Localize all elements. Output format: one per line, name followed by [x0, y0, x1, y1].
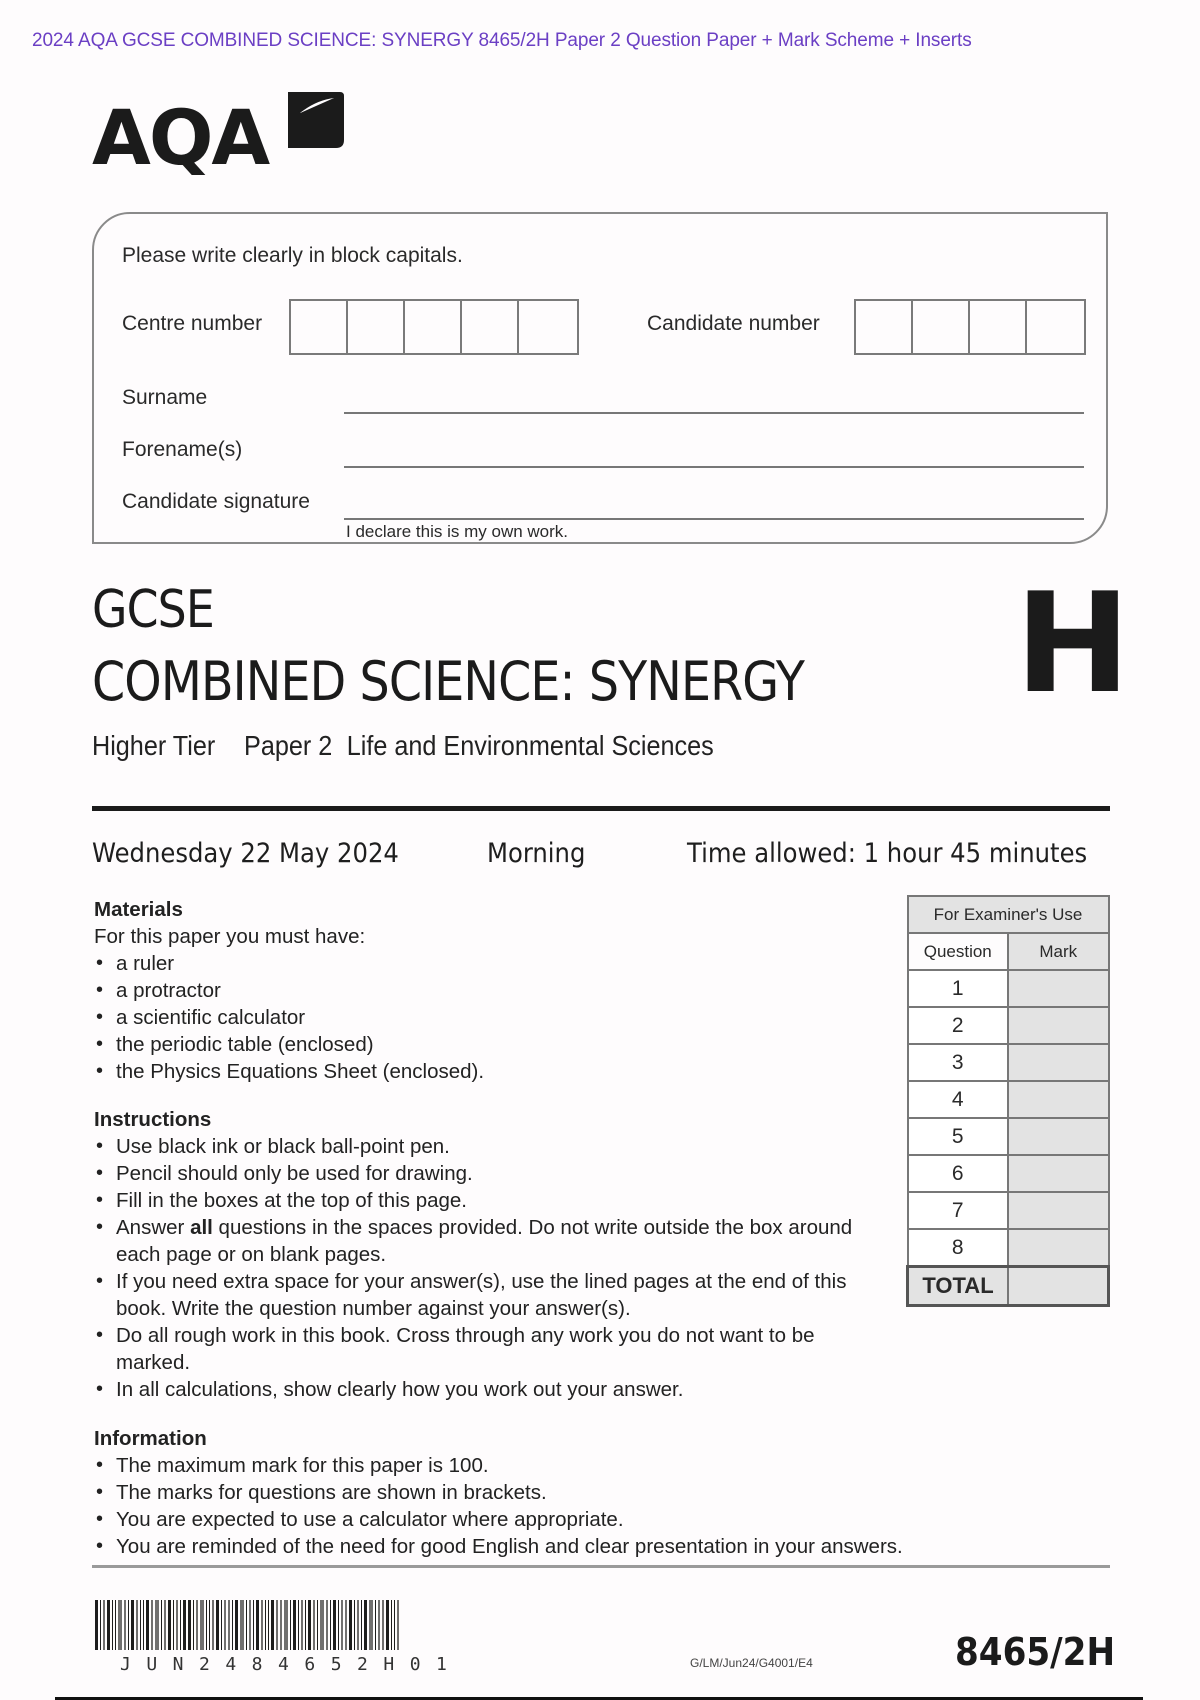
candidate-number-label: Candidate number — [647, 312, 820, 335]
instruction-text: questions in the spaces provided. Do not write outside the box around each page or on blank pages. — [116, 1216, 853, 1266]
instructions-heading: Instructions — [94, 1108, 212, 1131]
information-heading: Information — [94, 1427, 207, 1450]
candidate-number-input[interactable] — [854, 299, 1086, 355]
mark-cell — [1008, 1155, 1109, 1192]
mark-cell — [1008, 1192, 1109, 1229]
exam-session: Morning — [487, 838, 586, 869]
materials-item: • the Physics Equations Sheet (enclosed). — [94, 1058, 854, 1085]
table-row — [908, 1118, 1109, 1155]
mark-cell — [1008, 1007, 1109, 1044]
table-row — [908, 1192, 1109, 1229]
column-mark-header: Mark — [1008, 933, 1109, 970]
question-number: 6 — [908, 1155, 1009, 1192]
instructions-section — [94, 1106, 884, 1403]
information-item: • You are expected to use a calculator where appropriate. — [94, 1506, 1104, 1533]
barcode-icon — [95, 1600, 505, 1650]
paper-number: Paper 2 — [244, 730, 333, 761]
instruction-item: • Fill in the boxes at the top of this page. — [94, 1187, 884, 1214]
paper-name: Life and Environmental Sciences — [346, 730, 714, 761]
table-row — [908, 970, 1109, 1007]
centre-number-box[interactable] — [519, 301, 576, 353]
information-section — [94, 1425, 1104, 1560]
question-number: 7 — [908, 1192, 1009, 1229]
mark-cell — [1008, 970, 1109, 1007]
total-row — [908, 1267, 1109, 1306]
tier-badge: H — [1015, 563, 1131, 724]
paper-subtitle — [92, 730, 714, 762]
information-item: • You are reminded of the need for good English and clear presentation in your answers. — [94, 1533, 1104, 1560]
exam-date: Wednesday 22 May 2024 — [92, 838, 399, 869]
centre-number-box[interactable] — [462, 301, 519, 353]
mark-cell — [1008, 1044, 1109, 1081]
table-row — [908, 1155, 1109, 1192]
centre-number-box[interactable] — [348, 301, 405, 353]
instruction-item: • Pencil should only be used for drawing. — [94, 1160, 884, 1187]
paper-code: 8465/2H — [955, 1630, 1116, 1674]
information-item: • The maximum mark for this paper is 100. — [94, 1452, 1104, 1479]
reference-code: G/LM/Jun24/G4001/E4 — [690, 1656, 813, 1670]
surname-label: Surname — [122, 386, 208, 409]
materials-item: • the periodic table (enclosed) — [94, 1031, 854, 1058]
centre-number-box[interactable] — [291, 301, 348, 353]
surname-field[interactable] — [344, 412, 1084, 414]
instruction-item: • If you need extra space for your answer(s), use the lined pages at the end of this book. Write the question number against your answer(s). — [94, 1268, 884, 1322]
materials-item: • a protractor — [94, 977, 854, 1004]
document-title: 2024 AQA GCSE COMBINED SCIENCE: SYNERGY 8465/2H Paper 2 Question Paper + Mark Scheme + Inserts — [32, 30, 972, 51]
question-number: 3 — [908, 1044, 1009, 1081]
aqa-logo — [92, 92, 357, 184]
mark-cell — [1008, 1229, 1109, 1267]
mark-cell — [1008, 1081, 1109, 1118]
instruction-text: Answer — [116, 1216, 191, 1239]
instruction-emphasis: all — [190, 1216, 213, 1239]
candidate-number-box[interactable] — [1027, 301, 1084, 353]
tier-label: Higher Tier — [92, 730, 216, 761]
candidate-number-box[interactable] — [913, 301, 970, 353]
total-label: TOTAL — [908, 1267, 1009, 1306]
total-mark-cell — [1008, 1267, 1109, 1306]
table-row — [908, 1081, 1109, 1118]
centre-number-input[interactable] — [289, 299, 579, 355]
declaration-text: I declare this is my own work. — [346, 522, 569, 541]
aqa-leaf-mark-icon — [284, 92, 344, 148]
materials-section — [94, 896, 854, 1085]
signature-field[interactable] — [344, 518, 1084, 520]
materials-item: • a scientific calculator — [94, 1004, 854, 1031]
question-number: 1 — [908, 970, 1009, 1007]
question-number: 5 — [908, 1118, 1009, 1155]
centre-number-box[interactable] — [405, 301, 462, 353]
time-allowed: Time allowed: 1 hour 45 minutes — [687, 838, 1088, 869]
forenames-field[interactable] — [344, 466, 1084, 468]
candidate-details-form — [92, 212, 1108, 544]
materials-item: • a ruler — [94, 950, 854, 977]
question-number: 2 — [908, 1007, 1009, 1044]
candidate-number-box[interactable] — [856, 301, 913, 353]
header-divider — [92, 806, 1110, 811]
examiner-table-title: For Examiner's Use — [908, 896, 1109, 933]
subject-title: COMBINED SCIENCE: SYNERGY — [92, 650, 804, 713]
centre-number-label: Centre number — [122, 312, 263, 335]
examiner-use-table — [906, 895, 1110, 1307]
instruction-item — [94, 1214, 884, 1268]
question-number: 8 — [908, 1229, 1009, 1267]
barcode-text: JUN2484652H01 — [120, 1654, 463, 1675]
table-row — [908, 1044, 1109, 1081]
instruction-item: • In all calculations, show clearly how you work out your answer. — [94, 1376, 884, 1403]
table-row — [908, 1007, 1109, 1044]
qualification-title: GCSE — [92, 580, 214, 640]
logo-text: AQA — [92, 93, 269, 182]
candidate-number-box[interactable] — [970, 301, 1027, 353]
materials-heading: Materials — [94, 898, 183, 921]
forenames-label: Forename(s) — [122, 438, 243, 461]
information-item: • The marks for questions are shown in brackets. — [94, 1479, 1104, 1506]
instruction-item: • Use black ink or black ball-point pen. — [94, 1133, 884, 1160]
question-number: 4 — [908, 1081, 1009, 1118]
instruction-item: • Do all rough work in this book. Cross through any work you do not want to be marked. — [94, 1322, 884, 1376]
mark-cell — [1008, 1118, 1109, 1155]
table-row — [908, 1229, 1109, 1267]
form-instruction: Please write clearly in block capitals. — [122, 244, 463, 267]
column-question-header: Question — [908, 933, 1009, 970]
materials-intro: For this paper you must have: — [94, 925, 366, 948]
signature-label: Candidate signature — [122, 490, 310, 513]
footer-divider — [92, 1565, 1110, 1568]
